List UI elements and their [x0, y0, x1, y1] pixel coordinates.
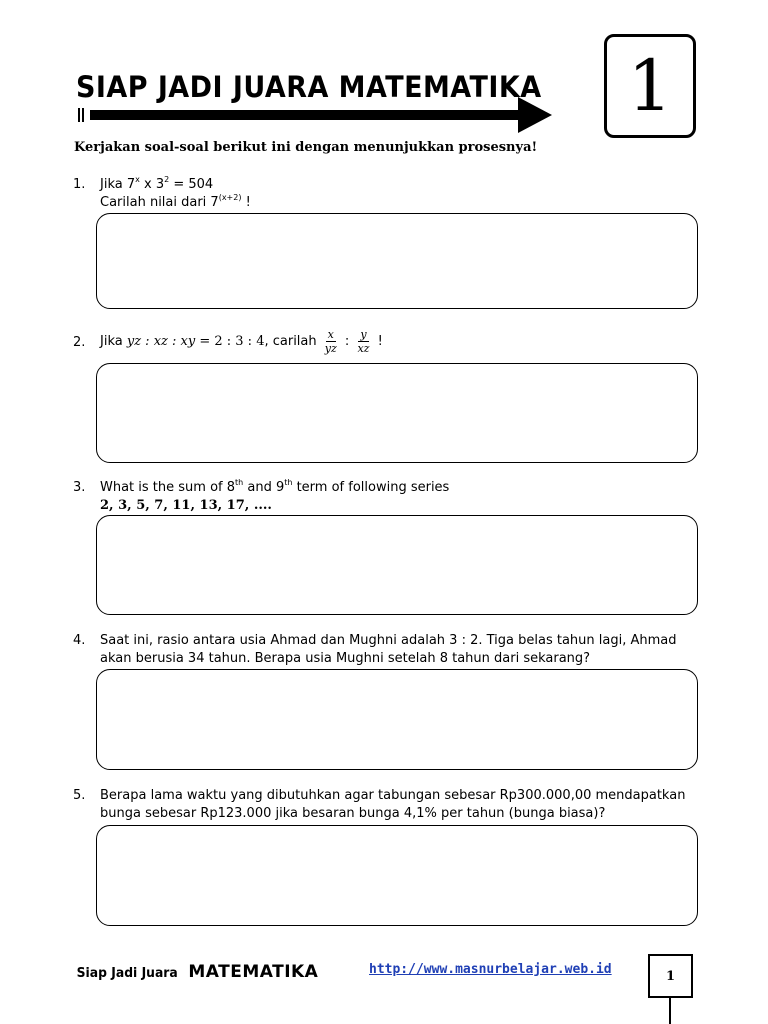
- question-number: 4.: [73, 633, 86, 648]
- answer-box-1[interactable]: [96, 213, 698, 309]
- q3-text-a: What is the sum of 8: [100, 480, 236, 495]
- footer-brand-big: MATEMATIKA: [188, 962, 319, 982]
- instruction-text: Kerjakan soal-soal berikut ini dengan menunjukkan prosesnya!: [74, 140, 538, 155]
- q1-exp-3: (x+2): [218, 193, 242, 202]
- q1-exp-1: x: [135, 175, 140, 184]
- arrow-right-icon: [518, 97, 552, 133]
- answer-box-5[interactable]: [96, 825, 698, 926]
- footer-brand-small: Siap Jadi Juara: [76, 966, 178, 981]
- header-rule-bars: [78, 108, 84, 122]
- page-number-tail: [669, 998, 671, 1024]
- footer-brand: [74, 962, 318, 982]
- header-arrow-line: [90, 110, 520, 120]
- q1-text-c: = 504: [169, 177, 214, 192]
- website-link[interactable]: http://www.masnurbelajar.web.id: [369, 962, 612, 977]
- q2-colon: :: [340, 334, 354, 349]
- answer-box-3[interactable]: [96, 515, 698, 615]
- q3-text-b: and 9: [243, 480, 285, 495]
- q2-ratio-vals: = 2 : 3 : 4: [195, 334, 265, 349]
- q2-text-b: , carilah: [264, 334, 321, 349]
- q1-text-a: Jika 7: [100, 177, 136, 192]
- q3-sup-1: th: [235, 478, 244, 487]
- q1-text-d: Carilah nilai dari 7: [100, 195, 219, 210]
- question-number: 5.: [73, 788, 86, 803]
- question-text: Berapa lama waktu yang dibutuhkan agar tabungan sebesar Rp300.000,00 mendapatkan bunga sebesar Rp123.000 jika besaran bunga 4,1% per tahun (bunga biasa)?: [100, 788, 686, 821]
- answer-box-2[interactable]: [96, 363, 698, 463]
- question-text: Saat ini, rasio antara usia Ahmad dan Mughni adalah 3 : 2. Tiga belas tahun lagi, Ahmad akan berusia 34 tahun. Berapa usia Mughni setelah 8 tahun dari sekarang?: [100, 633, 677, 666]
- fraction-2: $\frac{y}{xz}$: [357, 328, 370, 355]
- q3-sup-2: th: [284, 478, 293, 487]
- question-number: 2.: [73, 335, 86, 350]
- q3-text-c: term of following series: [292, 480, 450, 495]
- q1-text-b: x 3: [139, 177, 165, 192]
- question-text: [100, 328, 700, 355]
- question-number: 3.: [73, 480, 86, 495]
- q1-text-e: !: [241, 195, 251, 210]
- worksheet-number-badge: 1: [604, 34, 696, 138]
- question-text: [100, 176, 700, 212]
- page-title: SIAP JADI JUARA MATEMATIKA: [76, 70, 542, 104]
- q2-ratio-vars: yz : xz : xy: [126, 334, 196, 349]
- page-number: 1: [648, 954, 693, 998]
- q2-text-c: !: [373, 334, 383, 349]
- fraction-1: $\frac{x}{yz}$: [324, 328, 337, 355]
- question-number: 1.: [73, 177, 86, 192]
- number-series: 2, 3, 5, 7, 11, 13, 17, ....: [100, 498, 272, 513]
- q2-text-a: Jika: [100, 334, 127, 349]
- question-text: [100, 479, 700, 515]
- q1-exp-2: 2: [164, 175, 170, 184]
- answer-box-4[interactable]: [96, 669, 698, 770]
